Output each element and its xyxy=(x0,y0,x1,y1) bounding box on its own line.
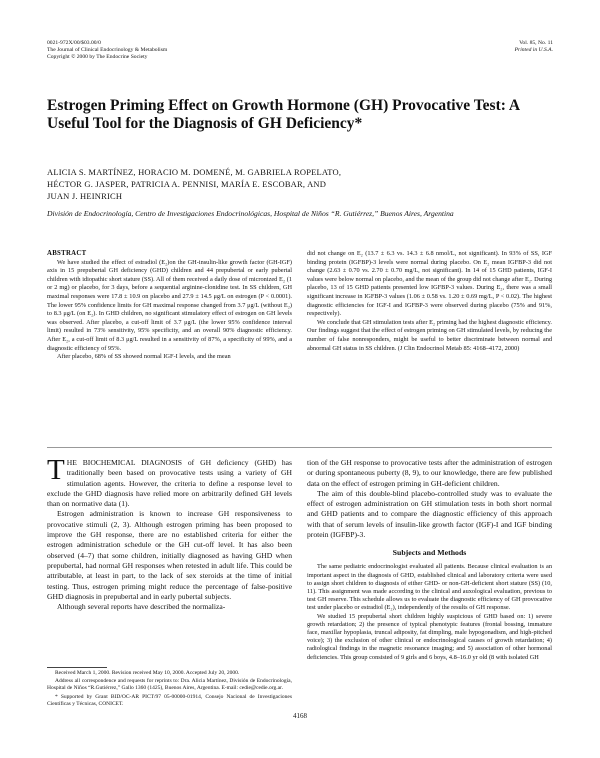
section-divider xyxy=(47,447,552,448)
abstract-paragraph: We conclude that GH stimulation tests after E₂ priming had the highest diagnostic efficiency. Our findings suggest that the effect of estrogen priming on GH stimulated levels, by reducing the number of false nonresponders, might be useful to better discriminate between normal and abnormal GH status in SS children. (J Clin Endocrinol Metab 85: 4168–4172, 2000) xyxy=(307,318,552,352)
journal-name: The Journal of Clinical Endocrinology & Metabolism xyxy=(47,47,168,53)
intro-paragraph: HE BIOCHEMICAL DIAGNOSIS of GH deficiency (GHD) has traditionally been based on provocative tests using a variety of GH stimulation agents. However, the criteria to define a response level to exclude the GHD diagnosis have relied more on arbitrarily defined GH levels than on normative data (1). xyxy=(47,458,292,509)
footnote-support: * Supported by Grant BID/OC-AR PICT/97 05-00000-01914, Consejo Nacional de Investigaciones Científicas y Técnicas, CONICET. xyxy=(47,693,292,707)
body-left-column xyxy=(47,454,292,612)
abstract-paragraph: did not change on E₂ (13.7 ± 6.3 vs. 14.3 ± 6.8 nmol/L, not significant). In 93% of SS, IGF binding protein (IGFBP)-3 levels were normal during placebo. On E₂ mean IGFBP-3 did not change (2.63 ± 0.70 vs. 2.70 ± 0.70 mg/L, not significant). In 14 of 15 GHD patients, IGF-I values were below normal on placebo, and the mean of the group did not change after E₂. During placebo, 13 of 15 GHD patients presented low IGFBP-3 values. During E₂, there was a small significant increase in IGFBP-3 values (1.06 ± 0.58 vs. 1.20 ± 0.69 mg/L, P < 0.02). The highest diagnostic efficiencies for IGF-I and IGFBP-3 were observed during placebo (75% and 91%, respectively). xyxy=(307,250,552,318)
abstract-left-column xyxy=(47,250,292,362)
methods-paragraph: We studied 15 prepubertal short children highly suspicious of GHD based on: 1) severe growth retardation; 2) the presence of typical phenotypic features (frontal bossing, immature face, maxillar hypoplasia, truncal adiposity, fat dimpling, male hypogonadism, and high-pitched voice); 3) the exclusion of other clinical or endocrinological causes of growth retardation; 4) radiological findings in the magnetic resonance imaging; and 5) association of other hormonal deficiencies. This group consisted of 9 girls and 6 boys, 4.8–16.0 yr old (8 with isolated GH xyxy=(307,612,552,661)
intro-paragraph: The aim of this double-blind placebo-controlled study was to evaluate the effect of estrogen administration on GH stimulation tests in both short normal and GHD patients and to compare the diagnostic efficiency of this approach with that of serum levels of insulin-like growth factor (IGF)-I and IGF binding protein (IGFBP)-3. xyxy=(307,488,552,540)
volume-header xyxy=(515,40,553,54)
intro-paragraph: Although several reports have described the normaliza- xyxy=(57,602,226,612)
footnotes xyxy=(47,670,292,709)
section-heading: Subjects and Methods xyxy=(392,548,467,558)
article-title: Estrogen Priming Effect on Growth Hormone (GH) Provocative Test: A Useful Tool for the Diagnosis of GH Deficiency* xyxy=(47,97,520,132)
journal-header xyxy=(47,40,167,61)
body-right-column xyxy=(307,458,552,662)
footnote-correspondence: Address all correspondence and requests for reprints to: Dra. Alicia Martínez, División de Endocrinología, Hospital de Niños “R.Gutiérrez,” Gallo 1360 (1425), Buenos Aires, Argentina. E-mail: cedie@cedie.org.ar. xyxy=(47,678,292,692)
intro-paragraph: tion of the GH response to provocative tests after the administration of estrogen or during spontaneous puberty (8, 9), to our knowledge, there are few published data on the effect of estrogen priming in GH-deficient children. xyxy=(307,458,552,488)
author-line: HÉCTOR G. JASPER, PATRICIA A. PENNISI, MARÍA E. ESCOBAR, AND xyxy=(47,179,327,189)
footnote-divider xyxy=(47,667,107,668)
abstract-heading: ABSTRACT xyxy=(47,250,87,257)
author-line: ALICIA S. MARTÍNEZ, HORACIO M. DOMENÉ, M. GABRIELA ROPELATO, xyxy=(47,167,342,177)
journal-copyright: Copyright © 2000 by The Endocrine Society xyxy=(47,54,148,60)
author-list xyxy=(47,166,547,202)
printed-in: Printed in U.S.A. xyxy=(514,47,553,53)
affiliation: División de Endocrinología, Centro de Investigaciones Endocrinológicas, Hospital de Niños “R. Gutiérrez,” Buenos Aires, Argentina xyxy=(47,209,454,218)
volume-number: Vol. 85, No. 11 xyxy=(519,40,553,46)
methods-paragraph: The same pediatric endocrinologist evaluated all patients. Because clinical evaluation is an important aspect in the diagnosis of GHD, established clinical and laboratory criteria were used to assign short children to diagnosis of either GHD- or non-GH-deficient short stature (SS) (10, 11). This assignment was made according to the clinical and auxological evaluation, previous to test GH reserve. This schedule allows us to evaluate the diagnostic efficiency of GH provocative test under placebo or estradiol (E₂), independently of the results of GH response. xyxy=(307,563,552,612)
abstract-paragraph: After placebo, 68% of SS showed normal IGF-I levels, and the mean xyxy=(57,353,231,361)
author-line: JUAN J. HEINRICH xyxy=(47,191,123,201)
drop-cap: T xyxy=(47,454,65,486)
footnote-received: Received March 1, 2000. Revision received May 10, 2000. Accepted July 20, 2000. xyxy=(55,670,240,676)
abstract-paragraph: We have studied the effect of estradiol (E₂)on the GH-insulin-like growth factor (GH-IGF) axis in 15 prepubertal GH deficiency (GHD) children and 44 prepubertal or early pubertal children with idiopathic short stature (SS). All of them received a daily dose of micronized E₂ (1 or 2 mg) or placebo, for 3 days, before a sequential arginine-clonidine test. In SS children, GH maximal responses were 17.8 ± 10.9 on placebo and 27.9 ± 14.5 μg/L on estrogen (P < 0.0001). The lower 95% confidence limits for GH maximal response changed from 3.7 μg/L (without E₂) to 8.3 μg/L (on E₂). In GHD children, no significant stimulatory effect of estrogen on GH levels was observed. After placebo, a cut-off limit of 3.7 μg/L (the lower 95% confidence interval limit) resulted in 73% sensitivity, 95% specificity, and an overall 90% diagnostic efficiency. After E₂, a cut-off limit of 8.3 μg/L resulted in a sensitivity of 87%, a specificity of 99%, and a diagnostic efficiency of 95%. xyxy=(47,258,292,352)
page-number: 4168 xyxy=(293,712,307,720)
abstract-right-column xyxy=(307,250,552,353)
journal-issn: 0021-972X/00/$03.00/0 xyxy=(47,40,101,46)
intro-paragraph: Estrogen administration is known to increase GH responsiveness to provocative stimuli (2, 3). Although estrogen priming has been proposed to improve the GH response, there are no established criteria for either the estrogen administration schedule or the GH cut-off level. It has also been observed (4–7) that some children, initially diagnosed as having GHD when prepubertal, had normal GH responses when retested in adult life. This could be attributable, at least in part, to the lack of sex steroids at the time of initial testing. Thus, estrogen priming might reduce the percentage of false-positive GHD diagnosis in prepubertal and in early pubertal subjects. xyxy=(47,509,292,601)
